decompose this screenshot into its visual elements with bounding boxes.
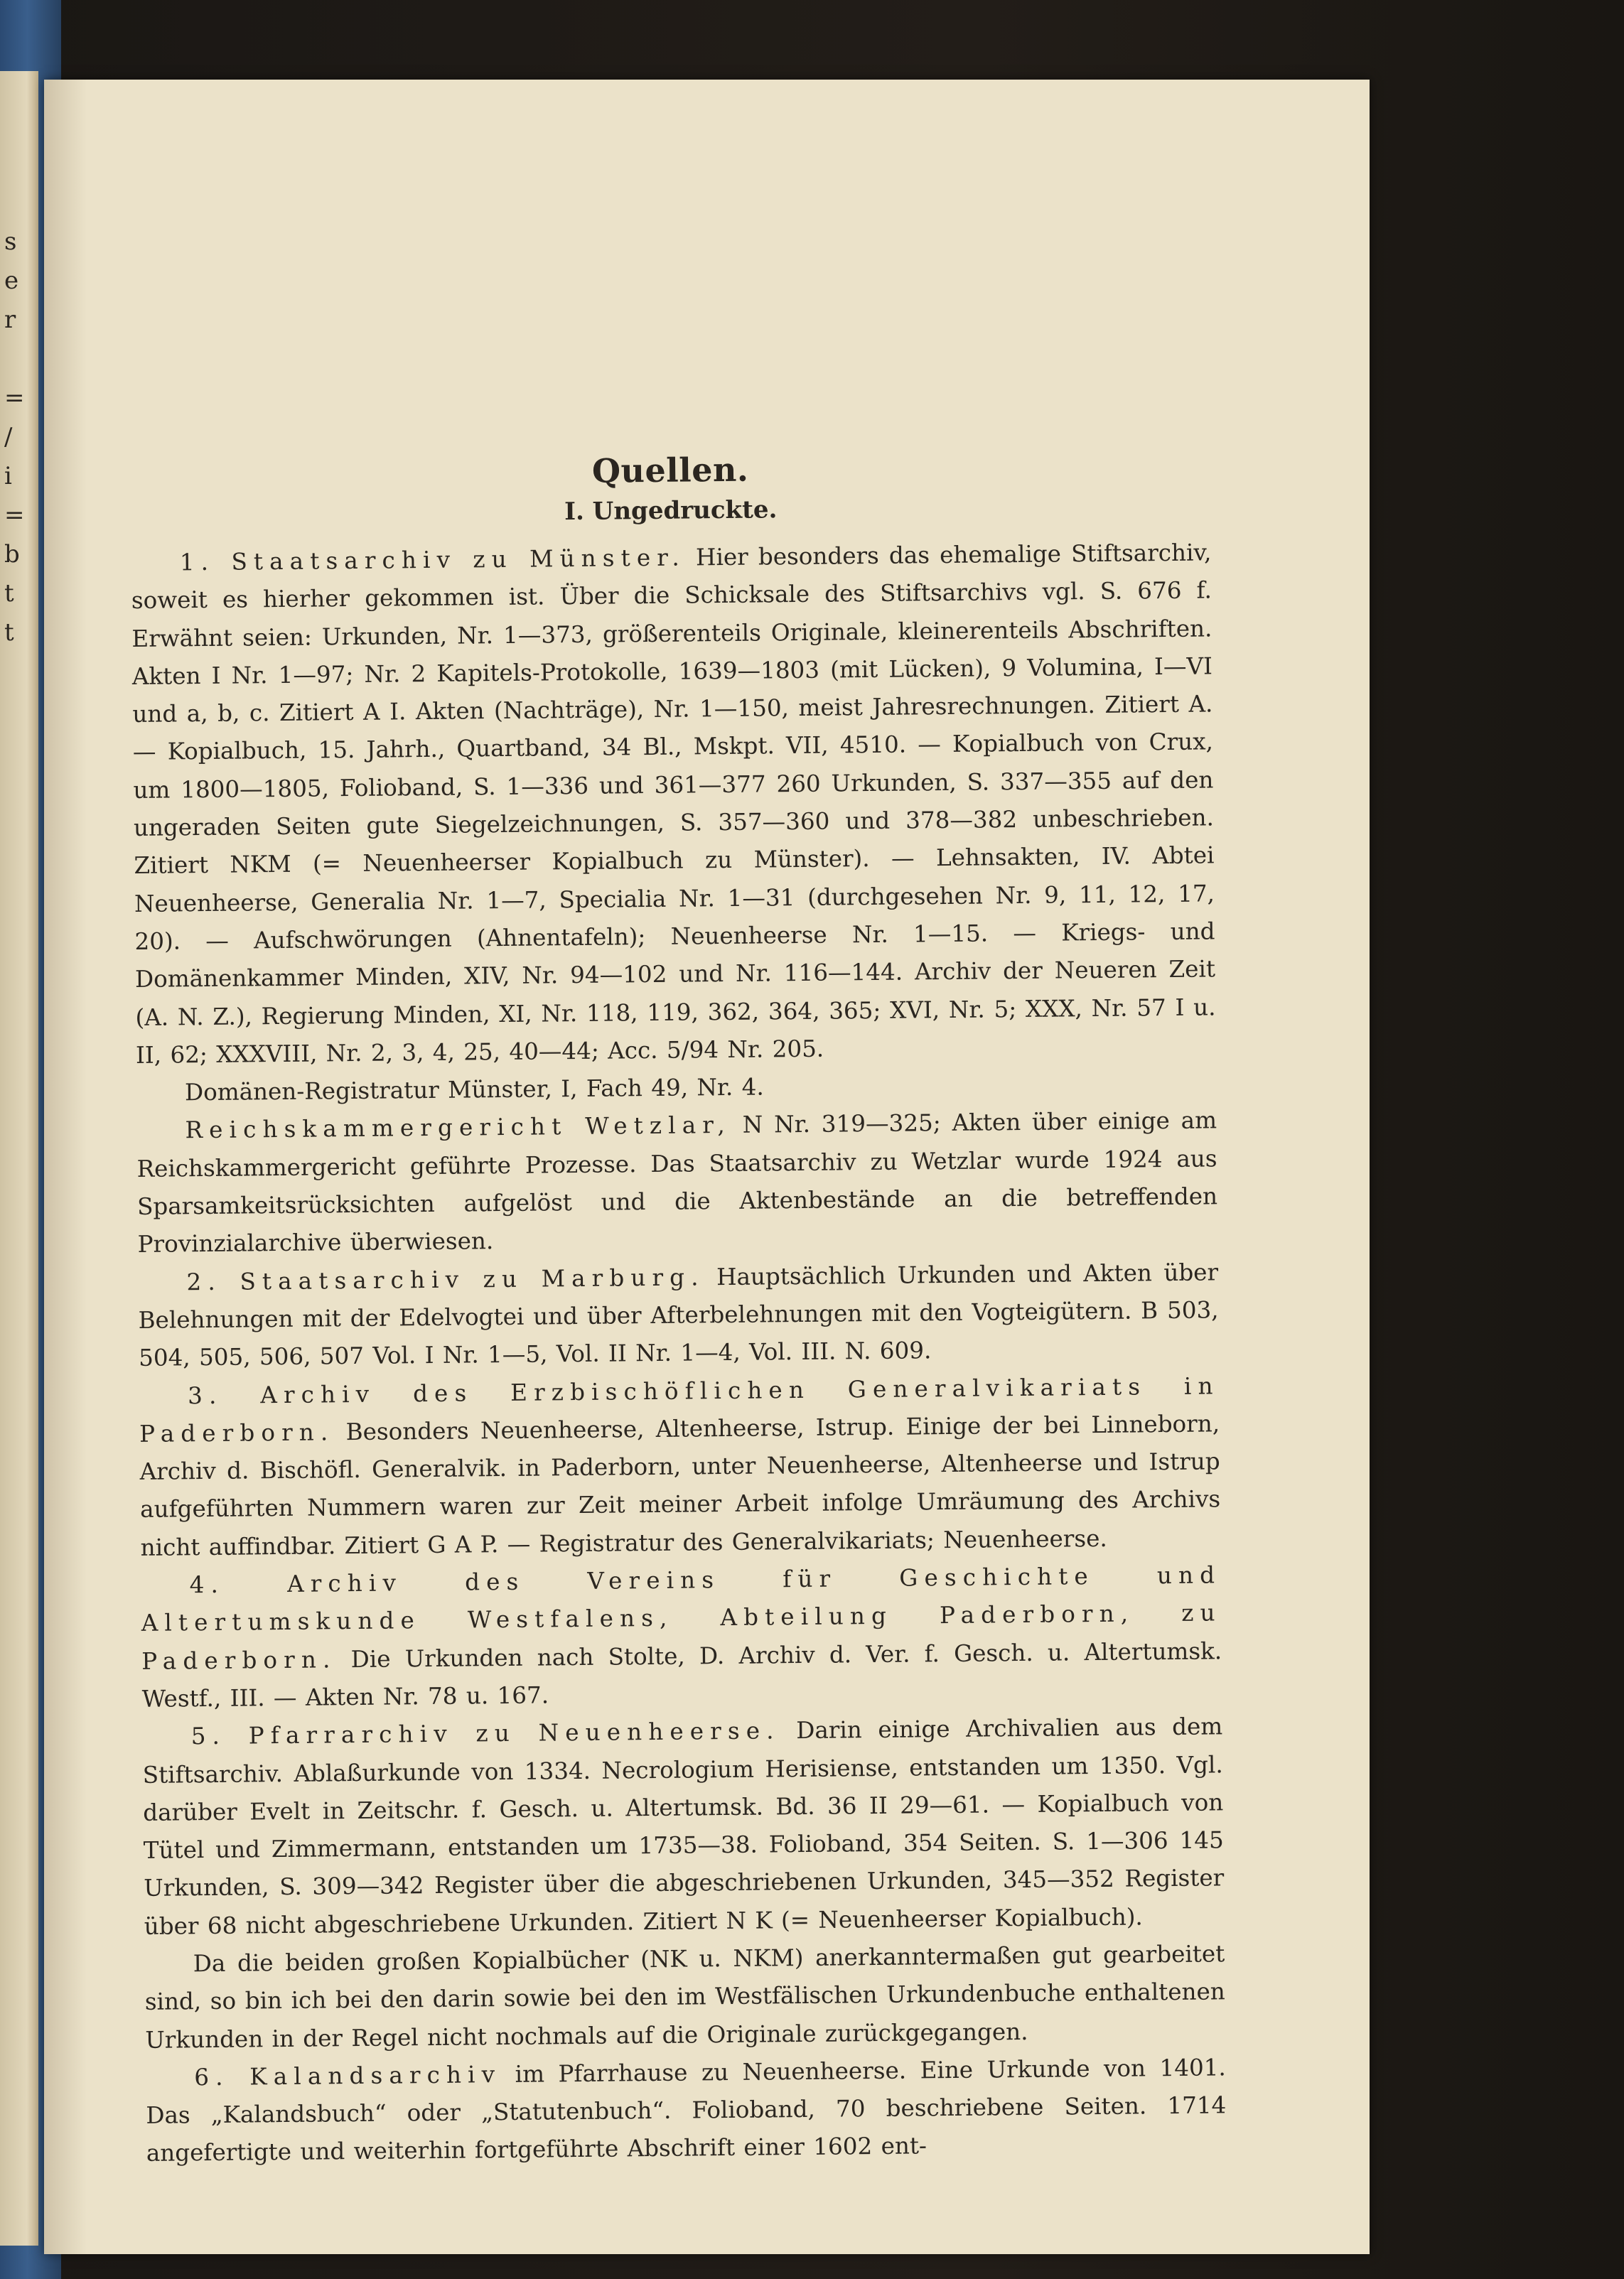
paragraph-lead: 4. Archiv des Vereins für Geschichte und Altertumskunde Westfalens, Abteilung Paderborn, zu Paderborn. xyxy=(141,1561,1222,1675)
book-page xyxy=(44,80,1370,2254)
edge-letter: = xyxy=(4,384,25,412)
paragraph xyxy=(131,534,1216,1074)
edge-letter: t xyxy=(4,579,14,608)
paragraph-lead: 3. Archiv des Erzbischöflichen Generalvikariats in Paderborn. xyxy=(139,1372,1220,1448)
edge-letter: = xyxy=(4,501,25,529)
paragraph-lead: 6. Kalandsarchiv xyxy=(194,2060,502,2091)
paragraph-text: im Pfarrhause zu Neuenheerse. Eine Urkunde von 1401. Das „Kalandsbuch“ oder „Statutenbuch“. Folioband, 70 beschriebene Seiten. 1714 angefertigte und weiterhin fortgeführte Abschrift einer 1602 ent- xyxy=(146,2054,1227,2167)
paragraph-text: Besonders Neuenheerse, Altenheerse, Istrup. Einige der bei Linneborn, Archiv d. Bischöfl. Generalvik. in Paderborn, unter Neuenheerse, Altenheerse und Istrup aufgeführten Nummern waren zur Zeit meiner Arbeit infolge Umräumung des Archivs nicht auffindbar. Zitiert G A P. — Registratur des Generalvikariats; Neuenheerse. xyxy=(139,1410,1221,1561)
paragraph-text: Hier besonders das ehemalige Stiftsarchiv, soweit es hierher gekommen ist. Über die Schicksale des Stiftsarchivs vgl. S. 676 f. Erwähnt seien: Urkunden, Nr. 1—373, größerenteils Originale, kleinerenteils Abschriften. Akten I Nr. 1—97; Nr. 2 Kapitels-Protokolle, 1639—1803 (mit Lücken), 9 Volumina, I—VI und a, b, c. Zitiert A I. Akten (Nachträge), Nr. 1—150, meist Jahresrechnungen. Zitiert A. — Kopialbuch, 15. Jahrh., Quartband, 34 Bl., Mskpt. VII, 4510. — Kopialbuch von Crux, um 1800—1805, Folioband, S. 1—336 und 361—377 260 Urkunden, S. 337—355 auf den ungeraden Seiten gute Siegelzeichnungen, S. 357—360 und 378—382 unbeschrieben. Zitiert NKM (= Neuenheerser Kopialbuch zu Münster). — Lehnsakten, IV. Abtei Neuenheerse, Generalia Nr. 1—7, Specialia Nr. 1—31 (durchgesehen Nr. 9, 11, 12, 17, 20). — Aufschwörungen (Ahnentafeln); Neuenheerse Nr. 1—15. — Kriegs- und Domänenkammer Minden, XIV, Nr. 94—102 und Nr. 116—144. Archiv der Neueren Zeit (A. N. Z.), Regierung Minden, XI, Nr. 118, 119, 362, 364, 365; XVI, Nr. 5; XXX, Nr. 57 I u. II, 62; XXXVIII, Nr. 2, 3, 4, 25, 40—44; Acc. 5/94 Nr. 205. xyxy=(131,539,1216,1069)
paragraph xyxy=(139,1367,1220,1567)
paragraph-lead: 5. Pfarrarchiv zu Neuenheerse. xyxy=(190,1717,780,1750)
edge-letter: s xyxy=(4,227,17,256)
page-content xyxy=(129,375,1227,2172)
facing-page-edge xyxy=(0,71,38,2246)
edge-letter: r xyxy=(4,306,16,334)
paragraph xyxy=(141,1556,1222,1718)
paragraph-text: Darin einige Archivalien aus dem Stiftsarchiv. Ablaßurkunde von 1334. Necrologium Herisiense, entstanden um 1350. Vgl. darüber Evelt in Zeitschr. f. Gesch. u. Altertumsk. Bd. 36 II 29—61. — Kopialbuch von Tütel und Zimmermann, entstanden um 1735—38. Folioband, 354 Seiten. S. 1—306 145 Urkunden, S. 309—342 Register über die abgeschriebenen Urkunden, 345—352 Register über 68 nicht abgeschriebene Urkunden. Zitiert N K (= Neuenheerser Kopialbuch). xyxy=(142,1713,1225,1940)
paragraph-text: Da die beiden großen Kopialbücher (NK u. NKM) anerkanntermaßen gut gearbeitet sind, so bin ich bei den darin sowie bei den im Westfälischen Urkundenbuche enthaltenen Urkunden in der Regel nicht nochmals auf die Originale zurückgegangen. xyxy=(144,1940,1225,2054)
paragraph-lead: Reichskammergericht Wetzlar, xyxy=(185,1111,732,1144)
edge-letter: b xyxy=(4,540,20,569)
paragraph-text: Die Urkunden nach Stolte, D. Archiv d. Ver. f. Gesch. u. Altertumsk. Westf., III. — Akten Nr. 78 u. 167. xyxy=(141,1637,1222,1713)
paragraph-text: N Nr. 319—325; Akten über einige am Reichskammergericht geführte Prozesse. Das Staatsarchiv zu Wetzlar wurde 1924 aus Sparsamkeitsrücksichten aufgelöst und die Aktenbestände an die betreffenden Provinzialarchive überwiesen. xyxy=(136,1106,1218,1259)
paragraph xyxy=(146,2049,1227,2172)
page-title: Quellen. xyxy=(591,450,749,490)
paragraph-list xyxy=(131,534,1227,2172)
edge-letter: e xyxy=(4,266,19,295)
paragraph xyxy=(142,1708,1225,1946)
edge-letter: t xyxy=(4,618,14,647)
section-heading: I. Ungedruckte. xyxy=(564,495,778,527)
paragraph xyxy=(138,1254,1219,1377)
paragraph-lead: 1. Staatsarchiv zu Münster. xyxy=(179,544,687,576)
paragraph-lead: 2. Staatsarchiv zu Marburg. xyxy=(186,1263,705,1295)
edge-letter: / xyxy=(4,423,13,451)
edge-letter: i xyxy=(4,462,12,490)
paragraph-text: Domänen-Registratur Münster, I, Fach 49, Nr. 4. xyxy=(184,1073,764,1106)
paragraph xyxy=(144,1935,1225,2059)
paragraph xyxy=(136,1102,1218,1264)
paragraph-text: Hauptsächlich Urkunden und Akten über Belehnungen mit der Edelvogtei und über Afterbelehnungen mit den Vogteigütern. B 503, 504, 505, 506, 507 Vol. I Nr. 1—5, Vol. II Nr. 1—4, Vol. III. N. 609. xyxy=(138,1258,1219,1372)
